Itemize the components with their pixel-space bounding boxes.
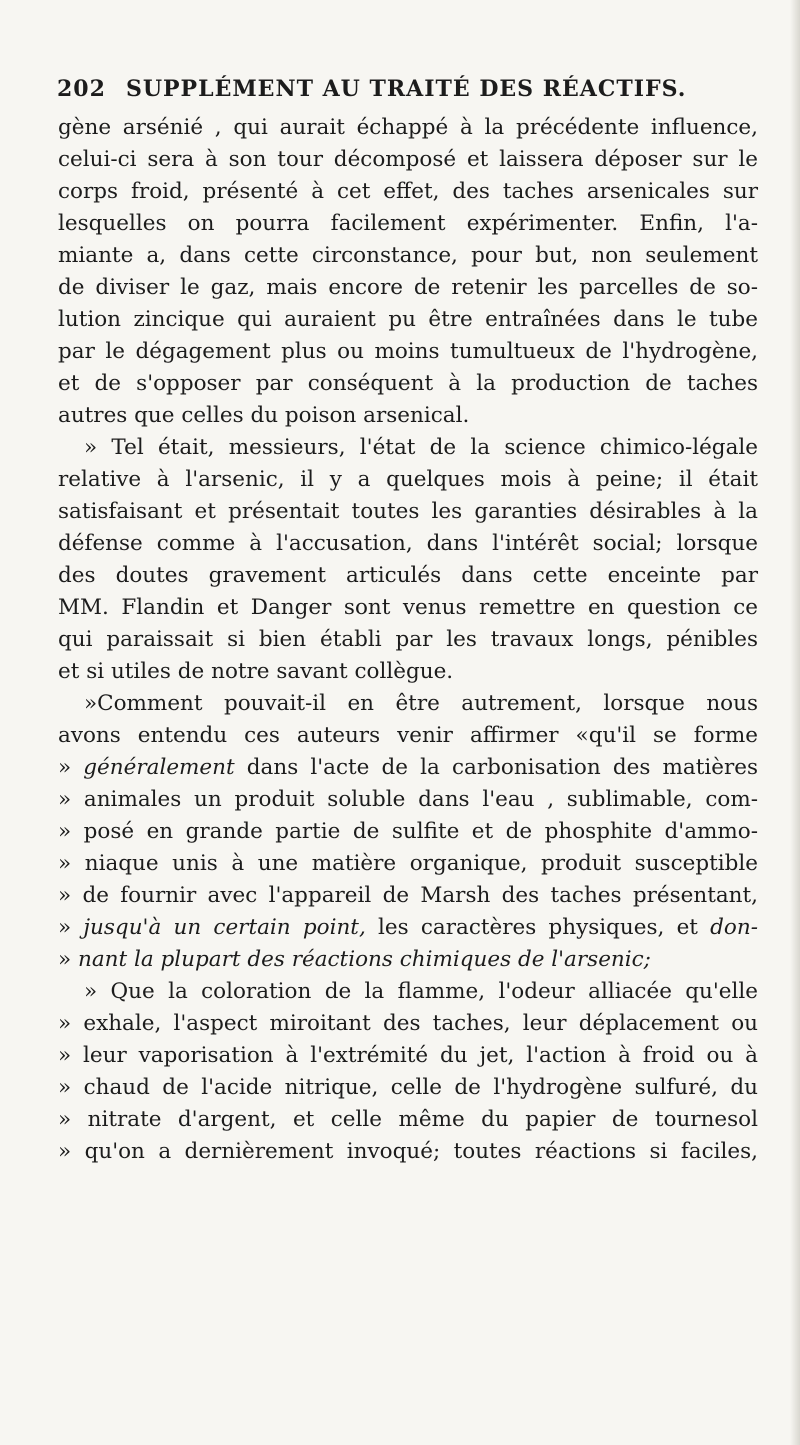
text-line: miante a, dans cette circonstance, pour but, non seulement — [58, 243, 758, 268]
text-line: défense comme à l'accusation, dans l'intérêt social; lorsque — [58, 531, 758, 556]
text-line: qui paraissait si bien établi par les travaux longs, pénibles — [58, 627, 758, 652]
text-line-with-italic — [58, 912, 758, 944]
page-number: 202 — [57, 76, 106, 102]
text-line: de diviser le gaz, mais encore de retenir les parcelles de so- — [58, 275, 758, 300]
text-line: »Comment pouvait-il en être autrement, lorsque nous — [84, 691, 758, 716]
text-line: lesquelles on pourra facilement expérimenter. Enfin, l'a- — [58, 211, 758, 236]
running-title: SUPPLÉMENT AU TRAITÉ DES RÉACTIFS. — [125, 76, 687, 102]
text-line: » Tel était, messieurs, l'état de la science chimico-légale — [84, 435, 758, 460]
text-line: et de s'opposer par conséquent à la production de taches — [58, 371, 758, 396]
text-line: » animales un produit soluble dans l'eau , sublimable, com- — [58, 787, 758, 812]
text-run: les caractères physiques, et — [365, 915, 711, 940]
text-line: et si utiles de notre savant collègue. — [58, 659, 454, 684]
text-line: corps froid, présenté à cet effet, des taches arsenicales sur — [58, 179, 758, 204]
italic-run: don- — [710, 915, 758, 940]
text-run: dans l'acte de la carbonisation des matières — [234, 755, 758, 780]
text-line: » chaud de l'acide nitrique, celle de l'hydrogène sulfuré, du — [58, 1075, 758, 1100]
text-line: par le dégagement plus ou moins tumultueux de l'hydrogène, — [58, 339, 758, 364]
text-line-with-italic — [58, 752, 758, 784]
italic-run: généralement — [83, 755, 235, 780]
text-line: relative à l'arsenic, il y a quelques mois à peine; il était — [58, 467, 758, 492]
text-line: lution zincique qui auraient pu être entraînées dans le tube — [58, 307, 758, 332]
text-line: celui-ci sera à son tour décomposé et laissera déposer sur le — [58, 147, 758, 172]
text-run: » — [58, 947, 78, 972]
text-line: autres que celles du poison arsenical. — [58, 403, 470, 428]
text-line: » Que la coloration de la flamme, l'odeur alliacée qu'elle — [84, 979, 758, 1004]
text-run: » — [58, 755, 84, 780]
text-line: » niaque unis à une matière organique, produit susceptible — [58, 851, 758, 876]
page-edge-shadow — [790, 0, 800, 1445]
text-line: MM. Flandin et Danger sont venus remettre en question ce — [58, 595, 758, 620]
text-line: » leur vaporisation à l'extrémité du jet, l'action à froid ou à — [58, 1043, 758, 1068]
text-line: des doutes gravement articulés dans cette enceinte par — [58, 563, 758, 588]
text-line-with-italic — [58, 944, 758, 976]
page-header — [57, 76, 757, 102]
italic-run: jusqu'à un certain point, — [83, 915, 366, 940]
body-text — [58, 112, 758, 1168]
text-line: » exhale, l'aspect miroitant des taches, leur déplacement ou — [58, 1011, 758, 1036]
text-line: » nitrate d'argent, et celle même du papier de tournesol — [58, 1107, 758, 1132]
text-run: » — [58, 915, 84, 940]
text-line: » qu'on a dernièrement invoqué; toutes réactions si faciles, — [58, 1139, 758, 1164]
text-line: gène arsénié , qui aurait échappé à la précédente influence, — [58, 115, 758, 140]
text-line: » posé en grande partie de sulfite et de phosphite d'ammo- — [58, 819, 758, 844]
italic-run: nant la plupart des réactions chimiques de l'arsenic; — [78, 947, 651, 972]
text-line: » de fournir avec l'appareil de Marsh des taches présentant, — [58, 883, 758, 908]
text-line: avons entendu ces auteurs venir affirmer «qu'il se forme — [58, 723, 758, 748]
text-line: satisfaisant et présentait toutes les garanties désirables à la — [58, 499, 758, 524]
